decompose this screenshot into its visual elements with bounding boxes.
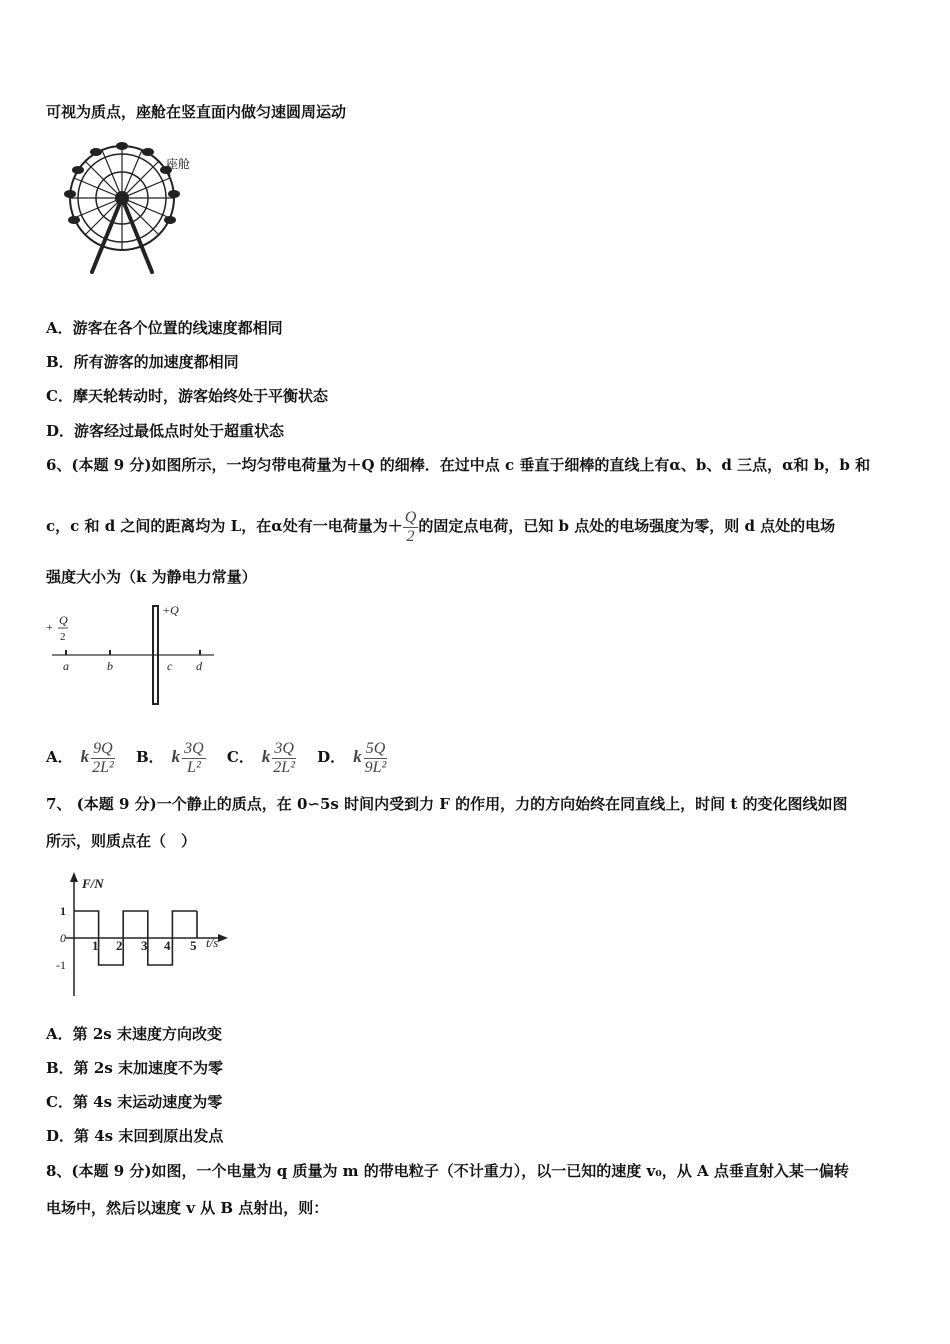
x-axis-arrow <box>218 934 228 942</box>
q6-line2 <box>46 506 835 546</box>
q8-line1: 8、(本题 9 分)如图，一个电量为 q 质量为 m 的带电粒子（不计重力），以一已知的速度 v₀，从 A 点垂直射入某一偏转 <box>46 1162 849 1180</box>
fraction-numerator: 3Q <box>274 739 294 757</box>
x-axis-label: t/s <box>206 935 219 950</box>
q5-option-c[interactable]: C．摩天轮转动时，游客始终处于平衡状态 <box>46 387 328 405</box>
fraction-denominator: 2L² <box>92 758 114 776</box>
q6-charge-fraction <box>403 509 419 546</box>
option-label: C． <box>226 748 254 766</box>
fraction-numerator: Q <box>404 508 417 526</box>
point-a-label: a <box>63 659 69 673</box>
option-k: k <box>171 747 181 766</box>
point-d-label: d <box>196 659 202 673</box>
q6-line2-part-b: 的固定点电荷，已知 b 点处的电场强度为零，则 d 点处的电场 <box>418 517 836 535</box>
x-tick-5: 5 <box>190 938 197 953</box>
q6-option-c[interactable] <box>227 735 296 779</box>
option-label: D． <box>317 748 346 766</box>
point-charge-num: Q <box>59 613 68 627</box>
q6-option-d[interactable] <box>317 735 387 779</box>
q7-option-a[interactable]: A．第 2s 末速度方向改变 <box>46 1025 222 1043</box>
q7-option-b[interactable]: B．第 2s 末加速度不为零 <box>46 1059 224 1077</box>
x-tick-3: 3 <box>141 938 148 953</box>
y-tick-0: 0 <box>60 931 66 945</box>
point-c-label: c <box>167 659 173 673</box>
q7-line1: 7、 (本题 9 分)一个静止的质点，在 0∽5s 时间内受到力 F 的作用，力的方向始终在同直线上，时间 t 的变化图线如图 <box>46 795 848 813</box>
point-charge-den: 2 <box>60 631 66 643</box>
option-label: A． <box>46 748 73 766</box>
option-k: k <box>353 747 362 766</box>
q6-line2-part-a: c，c 和 d 之间的距离均为 L，在α处有一电荷量为＋ <box>46 517 403 535</box>
x-tick-1: 1 <box>92 938 99 953</box>
point-charge-plus: + <box>46 620 53 634</box>
y-axis-label: F/N <box>82 876 104 891</box>
q6-line1: 6、(本题 9 分)如图所示，一均匀带电荷量为＋Q 的细棒．在过中点 c 垂直于细棒的直线上有α、b、d 三点，α和 b，b 和 <box>46 456 871 474</box>
fraction-denominator: 9L² <box>364 758 387 776</box>
cabin-label: 座舱 <box>166 157 191 171</box>
option-k: k <box>261 747 271 766</box>
fraction-denominator: L² <box>187 758 201 776</box>
y-tick-neg1: -1 <box>56 958 66 972</box>
charged-rod-figure <box>44 598 224 710</box>
q7-line2: 所示，则质点在（ ） <box>46 832 197 850</box>
q6-options <box>46 734 387 779</box>
q6-option-b[interactable] <box>136 735 206 779</box>
fraction-numerator: 3Q <box>184 739 204 757</box>
force-time-chart <box>46 868 236 1002</box>
x-tick-4: 4 <box>164 938 171 953</box>
point-b-label: b <box>107 659 113 673</box>
fraction-denominator: 2L² <box>273 758 295 776</box>
fraction-denominator: 2 <box>406 527 415 545</box>
q7-option-d[interactable]: D．第 4s 末回到原出发点 <box>46 1127 224 1145</box>
ferris-wheel-figure <box>52 136 202 276</box>
q6-line3: 强度大小为（k 为静电力常量） <box>46 568 257 586</box>
q5-option-a[interactable]: A．游客在各个位置的线速度都相同 <box>46 319 283 337</box>
q6-option-a[interactable] <box>46 735 115 779</box>
y-tick-1: 1 <box>60 904 66 918</box>
q5-option-d[interactable]: D．游客经过最低点时处于超重状态 <box>46 422 285 440</box>
x-tick-2: 2 <box>116 938 123 953</box>
y-axis-arrow <box>70 872 78 882</box>
rod-charge-label: +Q <box>162 603 179 617</box>
option-k: k <box>80 747 90 766</box>
fraction-numerator: 9Q <box>93 739 113 757</box>
option-label: B． <box>135 748 164 766</box>
q5-option-b[interactable]: B．所有游客的加速度都相同 <box>46 353 239 371</box>
q5-stem: 可视为质点，座舱在竖直面内做匀速圆周运动 <box>46 103 347 121</box>
fraction-numerator: 5Q <box>365 739 386 757</box>
q8-line2: 电场中，然后以速度 v 从 B 点射出，则： <box>46 1199 329 1217</box>
q7-option-c[interactable]: C．第 4s 末运动速度为零 <box>46 1093 223 1111</box>
